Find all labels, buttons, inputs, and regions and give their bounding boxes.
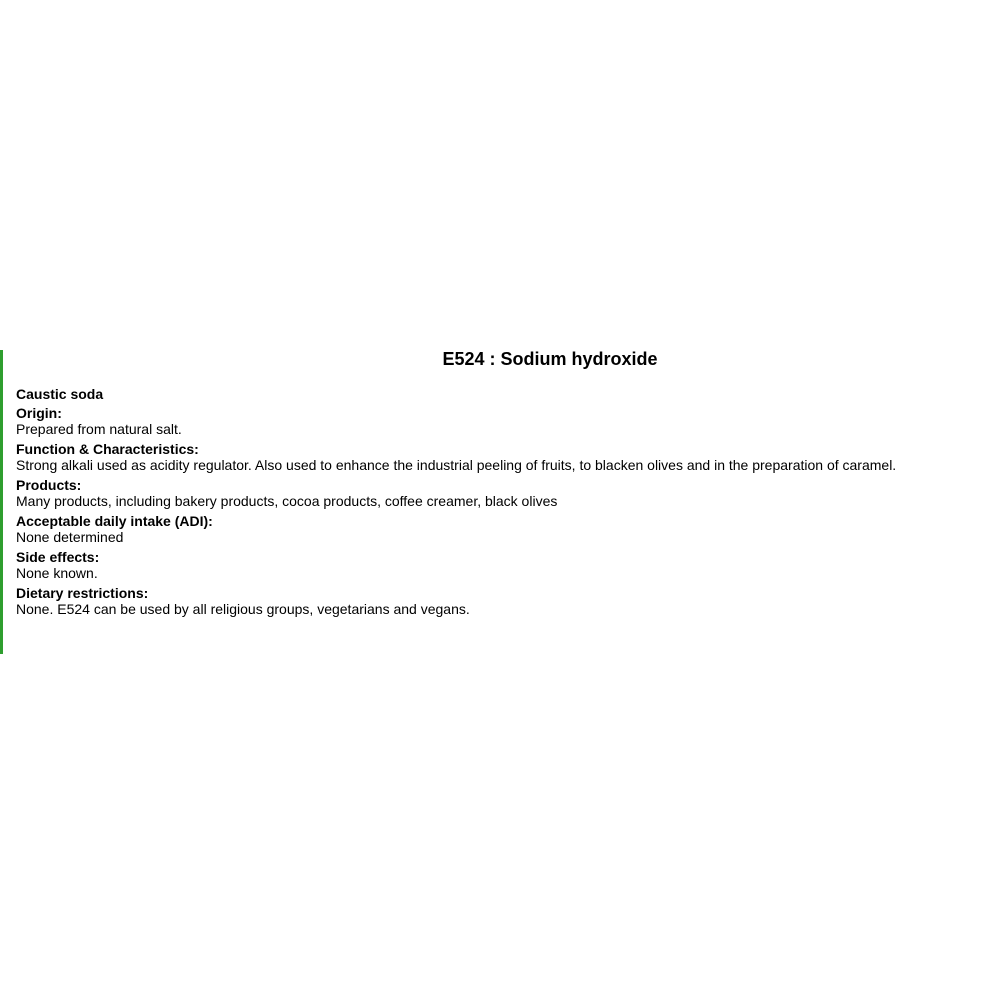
synonym: Caustic soda: [16, 386, 104, 402]
dietary-label: Dietary restrictions:: [16, 585, 149, 601]
additive-panel: [0, 350, 1004, 654]
dietary-value: None. E524 can be used by all religious groups, vegetarians and vegans.: [16, 601, 470, 617]
section-function: [16, 441, 996, 473]
additive-details: [16, 385, 996, 621]
accent-bar: [0, 350, 3, 654]
origin-value: Prepared from natural salt.: [16, 421, 182, 437]
function-label: Function & Characteristics:: [16, 441, 199, 457]
page-title: E524 : Sodium hydroxide: [442, 349, 658, 369]
section-side-effects: [16, 549, 996, 581]
products-value: Many products, including bakery products, cocoa products, coffee creamer, black olives: [16, 493, 558, 509]
section-origin: [16, 405, 996, 437]
adi-value: None determined: [16, 529, 124, 545]
section-products: [16, 477, 996, 509]
adi-label: Acceptable daily intake (ADI):: [16, 513, 213, 529]
products-label: Products:: [16, 477, 82, 493]
side-effects-value: None known.: [16, 565, 98, 581]
section-dietary: [16, 585, 996, 617]
origin-label: Origin:: [16, 405, 62, 421]
side-effects-label: Side effects:: [16, 549, 100, 565]
section-adi: [16, 513, 996, 545]
function-value: Strong alkali used as acidity regulator. Also used to enhance the industrial peeling of fruits, to blacken olives and in the preparation of caramel.: [16, 457, 897, 473]
